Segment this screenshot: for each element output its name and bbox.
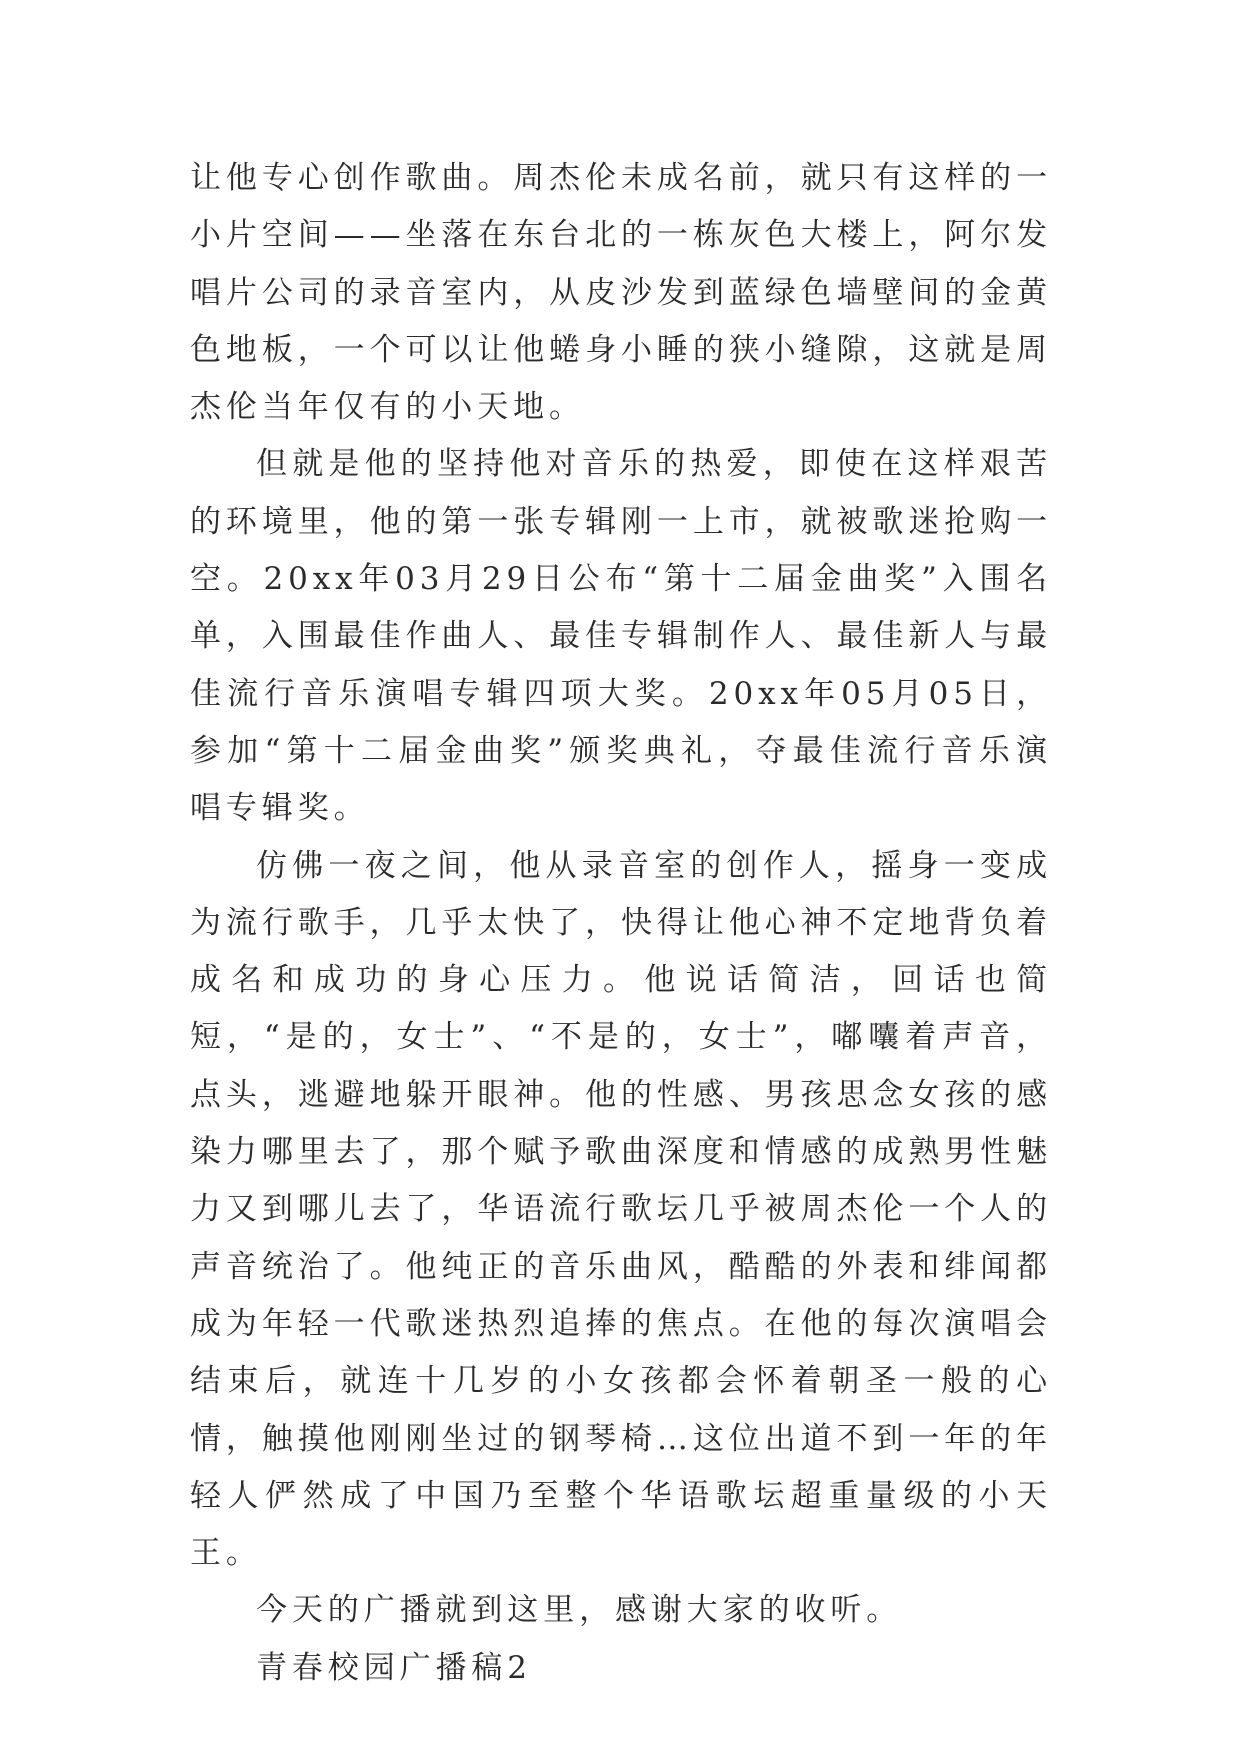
- document-body: [190, 150, 1052, 1697]
- paragraph-award: 但就是他的坚持他对音乐的热爱，即使在这样艰苦的环境里，他的第一张专辑刚一上市，就被歌迷抢购一空。20xx年03月29日公布“第十二届金曲奖”入围名单，入围最佳作曲人、最佳专辑制作人、最佳新人与最佳流行音乐演唱专辑四项大奖。20xx年05月05日，参加“第十二届金曲奖”颁奖典礼，夺最佳流行音乐演唱专辑奖。: [190, 446, 1052, 827]
- section-heading: 青春校园广播稿2: [256, 1649, 532, 1686]
- paragraph-closing: 今天的广播就到这里，感谢大家的收听。: [256, 1592, 903, 1629]
- paragraph-fame: 仿佛一夜之间，他从录音室的创作人，摇身一变成为流行歌手，几乎太快了，快得让他心神不定地背负着成名和成功的身心压力。他说话简洁，回话也简短，“是的，女士”、“不是的，女士”，嘟囔着声音，点头，逃避地躲开眼神。他的性感、男孩思念女孩的感染力哪里去了，那个赋予歌曲深度和情感的成熟男性魅力又到哪儿去了，华语流行歌坛几乎被周杰伦一个人的声音统治了。他纯正的音乐曲风，酷酷的外表和绯闻都成为年轻一代歌迷热烈追捧的焦点。在他的每次演唱会结束后，就连十几岁的小女孩都会怀着朝圣一般的心情，触摸他刚刚坐过的钢琴椅…这位出道不到一年的年轻人俨然成了中国乃至整个华语歌坛超重量级的小天王。: [190, 847, 1052, 1572]
- paragraph-continuation: 让他专心创作歌曲。周杰伦未成名前，就只有这样的一小片空间——坐落在东台北的一栋灰色大楼上，阿尔发唱片公司的录音室内，从皮沙发到蓝绿色墙壁间的金黄色地板，一个可以让他蜷身小睡的狭小缝隙，这就是周杰伦当年仅有的小天地。: [190, 160, 1052, 426]
